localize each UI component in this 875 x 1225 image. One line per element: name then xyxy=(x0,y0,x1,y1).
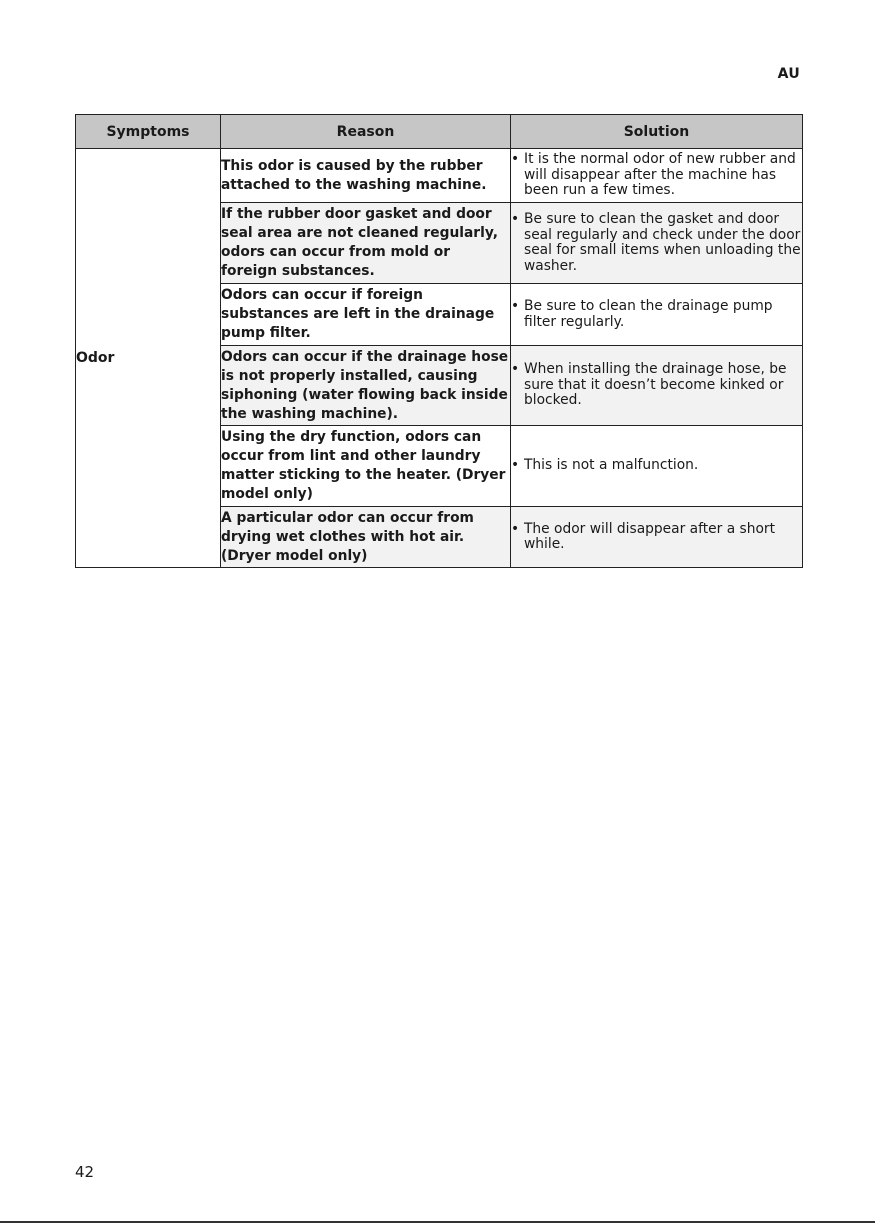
reason-cell: Using the dry function, odors can occur from lint and other laundry matter sticking to the heater. (Dryer model only) xyxy=(221,426,511,507)
bullet-icon: • xyxy=(511,211,520,227)
page-bottom-divider xyxy=(0,1221,875,1223)
solution-text: This is not a malfunction. xyxy=(524,457,699,474)
solution-cell xyxy=(511,203,803,284)
solution-cell xyxy=(511,149,803,203)
solution-text: When installing the drainage hose, be sure that it doesn’t become kinked or blocked. xyxy=(524,361,787,409)
solution-text: Be sure to clean the gasket and door seal regularly and check under the door seal for small items when unloading the washer. xyxy=(524,211,801,274)
solution-cell xyxy=(511,284,803,346)
reason-cell: This odor is caused by the rubber attached to the washing machine. xyxy=(221,149,511,203)
column-header-symptoms: Symptoms xyxy=(76,115,221,149)
solution-cell xyxy=(511,346,803,426)
reason-cell: Odors can occur if the drainage hose is not properly installed, causing siphoning (water flowing back inside the washing machine). xyxy=(221,346,511,426)
reason-cell: A particular odor can occur from drying wet clothes with hot air. (Dryer model only) xyxy=(221,507,511,568)
page-number: 42 xyxy=(75,1163,95,1181)
solution-text: Be sure to clean the drainage pump filter regularly. xyxy=(524,298,773,330)
solution-text: It is the normal odor of new rubber and will disappear after the machine has been run a few times. xyxy=(524,151,796,199)
region-label: AU xyxy=(777,66,800,82)
column-header-reason: Reason xyxy=(221,115,511,149)
solution-cell xyxy=(511,507,803,568)
table-header-row xyxy=(76,115,803,149)
solution-text: The odor will disappear after a short while. xyxy=(524,520,775,552)
bullet-icon: • xyxy=(511,520,520,537)
bullet-icon: • xyxy=(511,361,520,378)
troubleshooting-table xyxy=(75,114,803,568)
symptom-cell-odor: Odor xyxy=(76,149,221,568)
bullet-icon: • xyxy=(511,298,520,314)
bullet-icon: • xyxy=(511,151,520,168)
column-header-solution: Solution xyxy=(511,115,803,149)
reason-cell: Odors can occur if foreign substances are left in the drainage pump filter. xyxy=(221,284,511,346)
solution-cell xyxy=(511,426,803,507)
bullet-icon: • xyxy=(511,457,520,474)
table-row xyxy=(76,149,803,203)
reason-cell: If the rubber door gasket and door seal area are not cleaned regularly, odors can occur from mold or foreign substances. xyxy=(221,203,511,284)
